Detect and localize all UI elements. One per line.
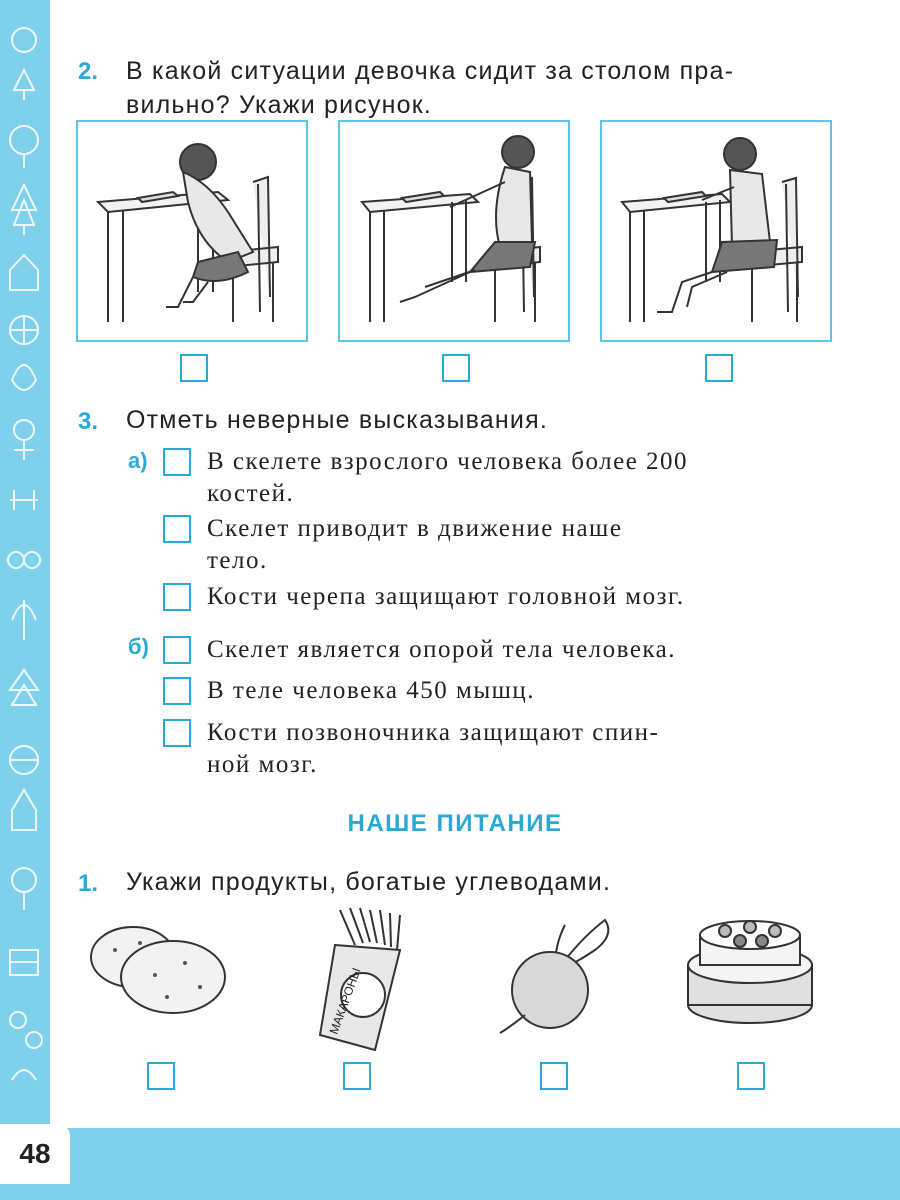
statement-checkbox-a2[interactable] — [163, 515, 191, 543]
section-title: НАШЕ ПИТАНИЕ — [347, 810, 563, 837]
statement-a2-line2: тело. — [207, 547, 268, 574]
statement-a2-line1: Скелет приводит в движение наше — [207, 515, 623, 542]
pasta-label: МАКАРОНЫ — [326, 966, 364, 1037]
group-label-a: а) — [128, 448, 148, 473]
page-number: 48 — [0, 1124, 70, 1184]
pasta-package-picture — [315, 905, 415, 1060]
task-text-line1: В какой ситуации девочка сидит за столом пра- — [126, 57, 735, 85]
food-checkbox-cake[interactable] — [737, 1062, 765, 1090]
statement-a1-line2: костей. — [207, 480, 295, 507]
statement-a1-line1: В скелете взрослого человека более 200 — [207, 448, 689, 475]
task-number: 2. — [78, 58, 99, 85]
picture-girl-sitting-straight — [600, 120, 832, 342]
statement-b1-line1: Скелет является опорой тела человека. — [207, 636, 677, 663]
answer-checkbox-picture-3[interactable] — [705, 354, 733, 382]
food-checkbox-beet[interactable] — [540, 1062, 568, 1090]
beet-icon — [495, 915, 615, 1040]
statement-b2-line1: В теле человека 450 мышц. — [207, 677, 536, 704]
statement-b3-line2: ной мозг. — [207, 751, 318, 778]
potatoes-picture — [85, 915, 235, 1030]
statement-checkbox-b2[interactable] — [163, 677, 191, 705]
statement-checkbox-b1[interactable] — [163, 636, 191, 664]
girl-at-desk-icon — [602, 122, 830, 340]
statement-b3-line1: Кости позвоночника защищают спин- — [207, 719, 660, 746]
girl-at-desk-icon — [340, 122, 568, 340]
beet-picture — [495, 915, 615, 1045]
food-checkbox-pasta[interactable] — [343, 1062, 371, 1090]
nature-pattern-icon — [0, 0, 50, 1200]
pasta-icon — [315, 905, 415, 1055]
statement-checkbox-a3[interactable] — [163, 583, 191, 611]
task-number: 1. — [78, 870, 99, 897]
food-checkbox-potatoes[interactable] — [147, 1062, 175, 1090]
task-text-line2: вильно? Укажи рисунок. — [126, 91, 433, 119]
statement-checkbox-b3[interactable] — [163, 719, 191, 747]
answer-checkbox-picture-2[interactable] — [442, 354, 470, 382]
task-number: 3. — [78, 408, 99, 435]
task-text: Укажи продукты, богатые углеводами. — [126, 868, 612, 896]
girl-at-desk-icon — [78, 122, 306, 340]
answer-checkbox-picture-1[interactable] — [180, 354, 208, 382]
bottom-band — [0, 1128, 900, 1200]
group-label-b: б) — [128, 634, 149, 659]
statement-checkbox-a1[interactable] — [163, 448, 191, 476]
statement-a3-line1: Кости черепа защищают головной мозг. — [207, 583, 685, 610]
picture-girl-slouching — [76, 120, 308, 342]
task-text: Отметь неверные высказывания. — [126, 406, 548, 434]
potato-icon — [85, 915, 235, 1025]
decorative-side-strip — [0, 0, 50, 1200]
cake-picture — [680, 905, 820, 1040]
picture-girl-leaning-back — [338, 120, 570, 342]
cake-icon — [680, 905, 820, 1035]
